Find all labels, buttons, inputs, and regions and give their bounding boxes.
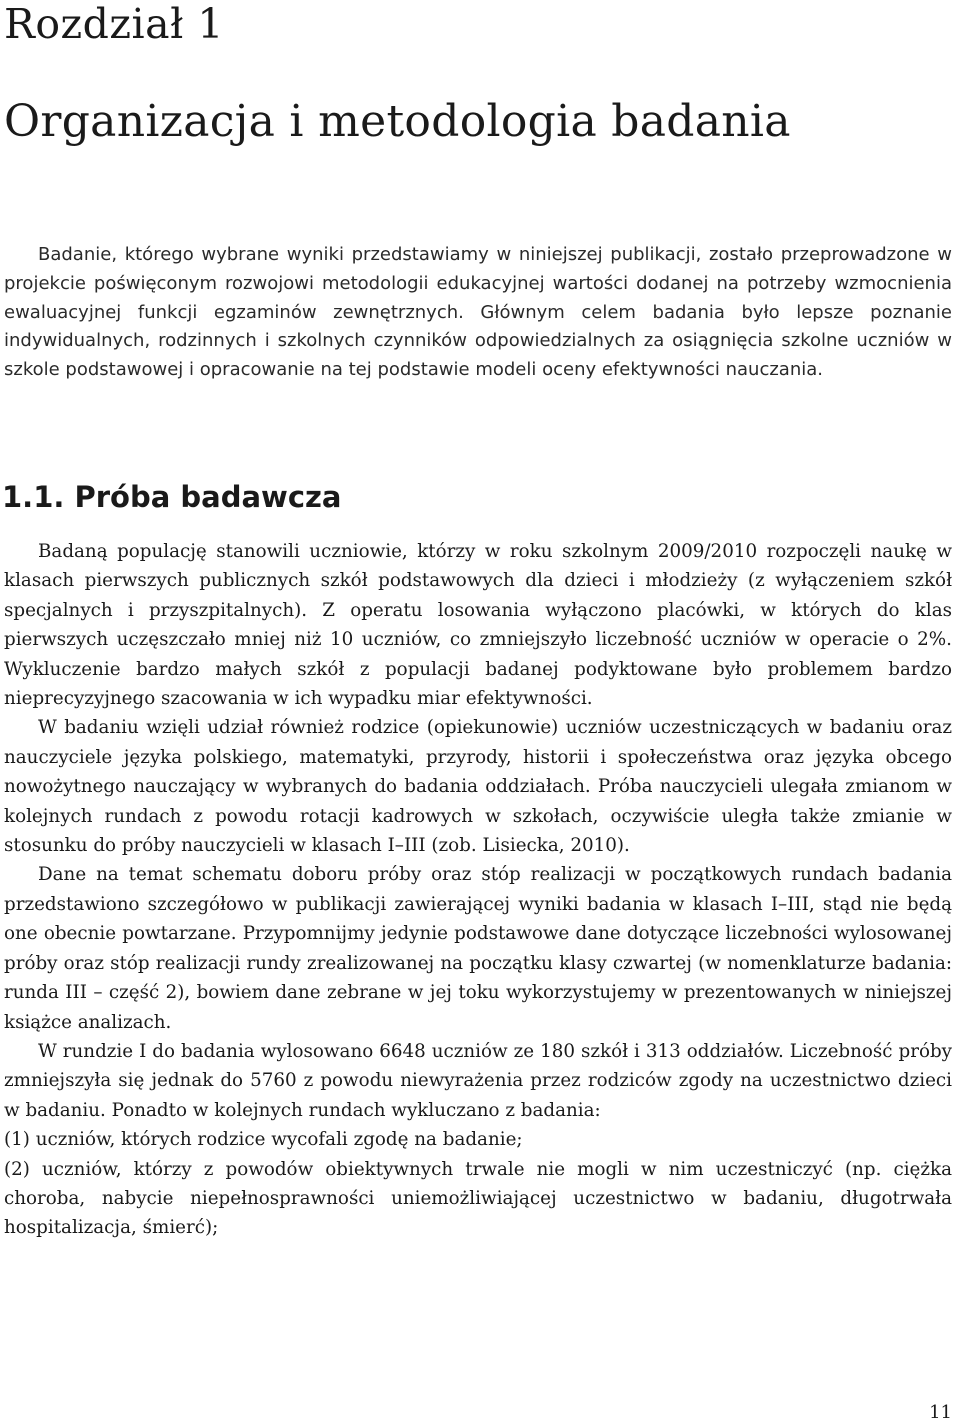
paragraph-participants: W badaniu wzięli udział również rodzice (opiekunowie) uczniów uczestniczących w badaniu oraz nauczyciele języka polskiego, matematyki, przyrody, historii i społeczeństwa oraz języka obcego nowożytnego nauczający w wybranych do badania oddziałach. Próba nauczycieli ulegała zmianom w kolejnych rundach z powodu rotacji kadrowych w szkołach, oczywiście uległa także zmianie w stosunku do próby nauczycieli w klasach I–III (zob. Lisiecka, 2010). <box>4 717 952 857</box>
list-item: (1) uczniów, których rodzice wycofali zgodę na badanie; <box>4 1129 523 1151</box>
paragraph-round-one: W rundzie I do badania wylosowano 6648 uczniów ze 180 szkół i 313 oddziałów. Liczebność próby zmniejszyła się jednak do 5760 z powodu niewyrażenia przez rodziców zgody na uczestnictwo dzieci w badaniu. Ponadto w kolejnych rundach wykluczano z badania: <box>4 1040 952 1121</box>
list-item: (2) uczniów, którzy z powodów obiektywnych trwale nie mogli w nim uczestniczyć (np. ciężka choroba, nabycie niepełnosprawności uniemożliwiającej uczestnictwo w badaniu, długotrwała hospitalizacja, śmierć); <box>4 1158 952 1239</box>
chapter-abstract: Badanie, którego wybrane wyniki przedstawiamy w niniejszej publikacji, zostało przeprowadzone w projekcie poświęconym rozwojowi metodologii edukacyjnej wartości dodanej na potrzeby wzmocnienia ewaluacyjnej funkcji egzaminów zewnętrznych. Głównym celem badania było lepsze poznanie indywidualnych, rodzinnych i szkolnych czynników odpowiedzialnych za osiągnięcia szkolne uczniów w szkole podstawowej i opracowanie na tej podstawie modeli oceny efektywności nauczania. <box>4 244 952 381</box>
paragraph-population: Badaną populację stanowili uczniowie, którzy w roku szkolnym 2009/2010 rozpoczęli naukę w klasach pierwszych publicznych szkół podstawowych dla dzieci i młodzieży (z wyłączeniem szkół specjalnych i przyszpitalnych). Z operatu losowania wyłączono placówki, w których do klas pierwszych uczęszczało mniej niż 10 uczniów, co zmniejszyło liczebność uczniów w operacie o 2%. Wykluczenie bardzo małych szkół z populacji badanej podyktowane było problemem bardzo nieprecyzyjnego szacowania w ich wypadku miar efektywności. <box>4 541 952 710</box>
page-number: 11 <box>929 1402 952 1423</box>
section-body <box>4 537 952 1243</box>
chapter-label: Rozdział 1 <box>4 0 224 48</box>
paragraph-sampling: Dane na temat schematu doboru próby oraz stóp realizacji w początkowych rundach badania przedstawiono szczegółowo w publikacji zawierającej wyniki badania w klasach I–III, stąd nie będą one obecnie powtarzane. Przypomnijmy jedynie podstawowe dane dotyczące liczebności wylosowanej próby oraz stóp realizacji rundy zrealizowanej na początku klasy czwartej (w nomenklaturze badania: runda III – część 2), bowiem dane zebrane w jej toku wykorzystujemy w prezentowanych w niniejszej książce analizach. <box>4 864 952 1033</box>
chapter-title: Organizacja i metodologia badania <box>4 96 791 147</box>
section-heading: 1.1. Próba badawcza <box>2 480 342 514</box>
